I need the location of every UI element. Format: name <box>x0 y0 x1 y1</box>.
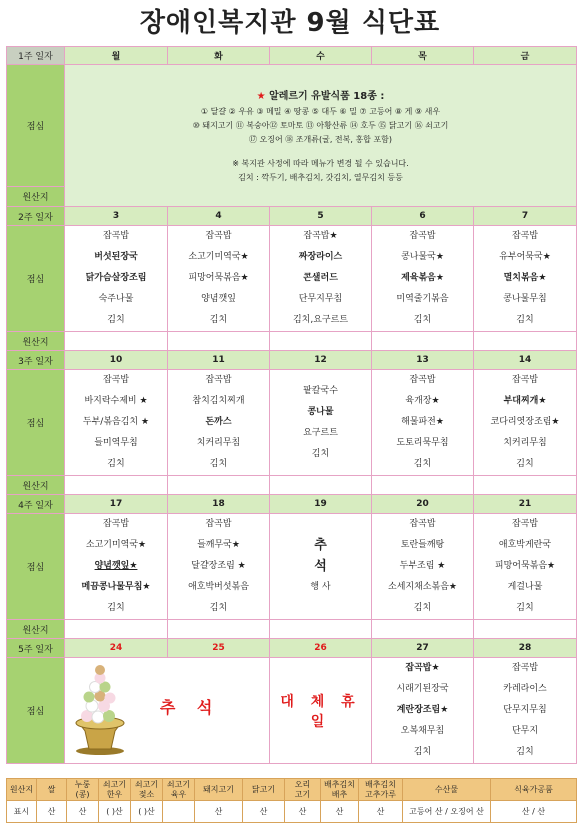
menu-item: 김치 <box>209 459 228 469</box>
menu-item: 단무지무침 <box>298 294 343 304</box>
meal-cell <box>372 226 474 332</box>
menu-item: 양념깻잎★ <box>94 561 138 571</box>
meal-cell <box>270 370 372 476</box>
menu-item: 잡곡밥 <box>511 519 539 529</box>
menu-item: 메끔콩나물무침★ <box>81 582 151 592</box>
origin-value: 표시 <box>7 801 37 823</box>
empty-cell <box>474 332 577 351</box>
origin-header: 돼지고기 <box>195 779 243 801</box>
menu-item: 토란들깨탕 <box>400 540 445 550</box>
date-cell: 13 <box>372 351 474 370</box>
menu-item: 단무지 <box>511 726 539 736</box>
origin-label: 원산지 <box>7 620 65 639</box>
menu-item: 잡곡밥 <box>102 231 130 241</box>
meal-cell <box>168 226 270 332</box>
empty-cell <box>65 620 168 639</box>
origin-header: 쇠고기 육우 <box>163 779 195 801</box>
empty-cell <box>168 332 270 351</box>
origin-header: 쇠고기 한우 <box>99 779 131 801</box>
menu-item: 들미역무침 <box>94 438 138 448</box>
menu-item: 김치 <box>311 448 330 459</box>
date-cell: 6 <box>372 207 474 226</box>
origin-header: 쇠고기 젖소 <box>131 779 163 801</box>
meal-cell <box>65 514 168 620</box>
rice-cake-icon <box>65 661 135 760</box>
menu-item: 잡곡밥 <box>511 375 539 385</box>
menu-item: 김치 <box>209 603 228 613</box>
empty-cell <box>270 476 372 495</box>
menu-item: 해물파전★ <box>401 417 444 427</box>
menu-item: 두부조림 ★ <box>399 561 446 571</box>
menu-item: 치커리무침 <box>503 438 547 448</box>
date-cell: 19 <box>270 495 372 514</box>
holiday-cell: 대 체 휴 일 <box>270 658 372 764</box>
menu-item: 잡곡밥 <box>409 375 436 385</box>
menu-item: 피망어묵볶음★ <box>494 561 556 571</box>
date-cell: 5 <box>270 207 372 226</box>
menu-item: 김치 <box>413 459 432 469</box>
meal-cell <box>474 370 577 476</box>
meal-cell <box>270 514 372 620</box>
menu-item: 시래기된장국 <box>396 684 449 694</box>
menu-item: 카레라이스 <box>503 684 547 694</box>
date-cell: 10 <box>65 351 168 370</box>
origin-header: 배추김치 고추가루 <box>359 779 403 801</box>
menu-item: 닭가슴살장조림 <box>85 273 147 283</box>
day-tue: 화 <box>168 47 270 65</box>
date-cell: 25 <box>168 639 270 658</box>
menu-item: 잡곡밥★ <box>405 663 440 673</box>
allergy-line: ⑰ 오징어 ⑱ 조개류(굴, 전복, 홍합 포함) <box>248 134 393 144</box>
menu-item: 콘샐러드 <box>303 273 338 283</box>
menu-item: 잡곡밥 <box>102 375 130 385</box>
date-cell: 20 <box>372 495 474 514</box>
origin-value: 산 <box>285 801 321 823</box>
meal-cell <box>474 658 577 764</box>
origin-value: 산 <box>37 801 67 823</box>
menu-item: 소세지채소볶음★ <box>388 582 457 592</box>
menu-item: 양념깻잎 <box>201 294 236 304</box>
meal-cell <box>65 370 168 476</box>
lunch-label: 점심 <box>7 65 65 187</box>
origin-table <box>6 778 577 823</box>
allergy-line: ⑩ 돼지고기 ⑪ 복숭아⑫ 토마토 ⑬ 아황산류 ⑭ 호두 ⑮ 닭고기 ⑯ 쇠고기 <box>192 120 449 130</box>
menu-item: 두부/볶음김치 ★ <box>82 417 150 427</box>
date-cell: 18 <box>168 495 270 514</box>
meal-cell <box>168 370 270 476</box>
notice-line: ※ 복지관 사정에 따라 메뉴가 변경 될 수 있습니다. <box>232 158 409 168</box>
date-cell: 4 <box>168 207 270 226</box>
menu-item: 오복채무침 <box>400 726 445 736</box>
menu-item: 들깨무국★ <box>197 540 240 550</box>
menu-item: 돈까스 <box>205 417 232 427</box>
lunch-label: 점심 <box>7 226 65 332</box>
menu-item: 잡곡밥 <box>511 231 539 241</box>
date-cell: 7 <box>474 207 577 226</box>
date-cell: 21 <box>474 495 577 514</box>
origin-header: 수산물 <box>403 779 491 801</box>
origin-label: 원산지 <box>7 187 65 207</box>
origin-label: 원산지 <box>7 476 65 495</box>
menu-item: 계란장조림★ <box>396 705 449 715</box>
origin-value: ( )산 <box>131 801 163 823</box>
menu-item: 부대찌개★ <box>503 396 547 406</box>
origin-value: 산 <box>321 801 359 823</box>
menu-item: 김치 <box>413 603 432 613</box>
origin-header: 누룽 (콩) <box>67 779 99 801</box>
day-thu: 목 <box>372 47 474 65</box>
menu-item: 소고기미역국★ <box>85 540 147 550</box>
menu-item: 애호박버섯볶음 <box>188 582 249 592</box>
menu-item: 멸치볶음★ <box>503 273 547 283</box>
menu-item: 잡곡밥 <box>205 375 232 385</box>
menu-item: 김치 <box>107 459 125 469</box>
menu-item: 치커리무침 <box>196 438 241 448</box>
meal-cell <box>474 226 577 332</box>
empty-cell <box>372 332 474 351</box>
menu-item: 도토리묵무침 <box>396 438 449 448</box>
menu-item: 잡곡밥 <box>102 519 130 529</box>
lunch-label: 점심 <box>7 370 65 476</box>
menu-item: 달걀장조림 ★ <box>191 561 246 571</box>
allergy-title: ★ 알레르기 유발식품 18종 : <box>256 90 385 102</box>
week1-label: 1주 일자 <box>7 47 65 65</box>
empty-cell <box>270 332 372 351</box>
menu-table <box>6 46 577 764</box>
menu-item: 석 <box>314 559 327 574</box>
menu-item: 요구르트 <box>303 427 338 438</box>
empty-cell <box>474 476 577 495</box>
origin-value: 산 <box>243 801 285 823</box>
menu-item: 바지락수제비 ★ <box>84 396 148 406</box>
menu-item: 코다리엿장조림★ <box>490 417 560 427</box>
allergy-line: ① 달걀 ② 우유 ③ 메밀 ④ 땅콩 ⑤ 대두 ⑥ 밀 ⑦ 고등어 ⑧ 게 ⑨ 새우 <box>200 106 441 116</box>
date-cell: 27 <box>372 639 474 658</box>
menu-item: 김치 <box>107 603 125 613</box>
origin-header: 배추김치 배추 <box>321 779 359 801</box>
date-cell: 26 <box>270 639 372 658</box>
origin-value <box>163 801 195 823</box>
page-title: 장애인복지관 9월 식단표 <box>139 8 441 38</box>
menu-item: 김치 <box>516 459 534 469</box>
menu-item: 김치 <box>516 603 534 613</box>
week4-label: 4주 일자 <box>7 495 65 514</box>
menu-item: 잡곡밥★ <box>303 231 338 241</box>
menu-item: 잡곡밥 <box>511 663 539 673</box>
empty-cell <box>168 476 270 495</box>
origin-value: 고등어 산 / 오징어 산 <box>403 801 491 823</box>
origin-header: 쌀 <box>37 779 67 801</box>
origin-header: 원산지 <box>7 779 37 801</box>
menu-item: 콩나물 <box>307 406 334 417</box>
empty-cell <box>372 620 474 639</box>
meal-cell <box>168 514 270 620</box>
origin-header: 닭고기 <box>243 779 285 801</box>
origin-value: 산 <box>195 801 243 823</box>
origin-value: 산 <box>359 801 403 823</box>
menu-item: 짜장라이스 <box>298 252 343 262</box>
meal-cell <box>372 658 474 764</box>
meal-cell <box>474 514 577 620</box>
date-cell: 11 <box>168 351 270 370</box>
day-wed: 수 <box>270 47 372 65</box>
menu-item: 김치 <box>413 315 432 325</box>
menu-item: 소고기미역국★ <box>188 252 249 262</box>
menu-item: 숙주나물 <box>98 294 134 304</box>
origin-value: 산 <box>67 801 99 823</box>
chuseok-cell <box>65 658 270 764</box>
notice-line: 김치 : 깍두기, 배추김치, 갓김치, 열무김치 등등 <box>238 172 403 182</box>
menu-item: 버섯된장국 <box>94 252 138 262</box>
date-cell: 28 <box>474 639 577 658</box>
origin-header: 오리 고기 <box>285 779 321 801</box>
menu-item: 미역줄기볶음 <box>396 294 449 304</box>
menu-item: 참치김치찌개 <box>192 396 245 406</box>
allergy-notice <box>65 65 577 207</box>
origin-value: ( )산 <box>99 801 131 823</box>
menu-item: 김치 <box>413 747 432 757</box>
menu-item: 잡곡밥 <box>409 231 436 241</box>
day-fri: 금 <box>474 47 577 65</box>
week3-label: 3주 일자 <box>7 351 65 370</box>
origin-label: 원산지 <box>7 332 65 351</box>
meal-cell <box>65 226 168 332</box>
menu-item: 김치 <box>107 315 125 325</box>
empty-cell <box>474 620 577 639</box>
chuseok-text: 추 석 <box>159 698 221 717</box>
week2-label: 2주 일자 <box>7 207 65 226</box>
empty-cell <box>65 476 168 495</box>
empty-cell <box>372 476 474 495</box>
menu-item: 게걸나물 <box>507 582 543 592</box>
date-cell: 17 <box>65 495 168 514</box>
menu-item: 잡곡밥 <box>205 231 232 241</box>
menu-item: 김치 <box>516 747 534 757</box>
meal-cell <box>270 226 372 332</box>
star-icon: ★ <box>256 90 266 102</box>
empty-cell <box>270 620 372 639</box>
menu-item: 김치 <box>516 315 534 325</box>
day-mon: 월 <box>65 47 168 65</box>
menu-item: 팥칼국수 <box>303 385 338 396</box>
menu-item: 김치 <box>209 315 228 325</box>
menu-item: 제육볶음★ <box>401 273 444 283</box>
menu-item: 피망어묵볶음★ <box>188 273 249 283</box>
meal-cell <box>372 370 474 476</box>
menu-item: 추 <box>314 538 327 553</box>
menu-item: 육개장★ <box>405 396 440 406</box>
menu-item: 콩나물무침 <box>503 294 547 304</box>
menu-item: 잡곡밥 <box>205 519 232 529</box>
menu-item: 애호박게란국 <box>498 540 552 550</box>
menu-item: 행 사 <box>310 582 331 592</box>
date-cell: 14 <box>474 351 577 370</box>
menu-item: 콩나물국★ <box>401 252 444 262</box>
menu-item: 유부어묵국★ <box>499 252 551 262</box>
origin-header: 식육가공품 <box>491 779 577 801</box>
empty-cell <box>65 332 168 351</box>
menu-item: 잡곡밥 <box>409 519 436 529</box>
menu-item: 단무지무침 <box>503 705 547 715</box>
lunch-label: 점심 <box>7 514 65 620</box>
origin-value: 산 / 산 <box>491 801 577 823</box>
lunch-label: 점심 <box>7 658 65 764</box>
date-cell: 12 <box>270 351 372 370</box>
week5-label: 5주 일자 <box>7 639 65 658</box>
empty-cell <box>168 620 270 639</box>
menu-item: 김치,요구르트 <box>292 315 349 325</box>
date-cell: 24 <box>65 639 168 658</box>
meal-cell <box>372 514 474 620</box>
date-cell: 3 <box>65 207 168 226</box>
